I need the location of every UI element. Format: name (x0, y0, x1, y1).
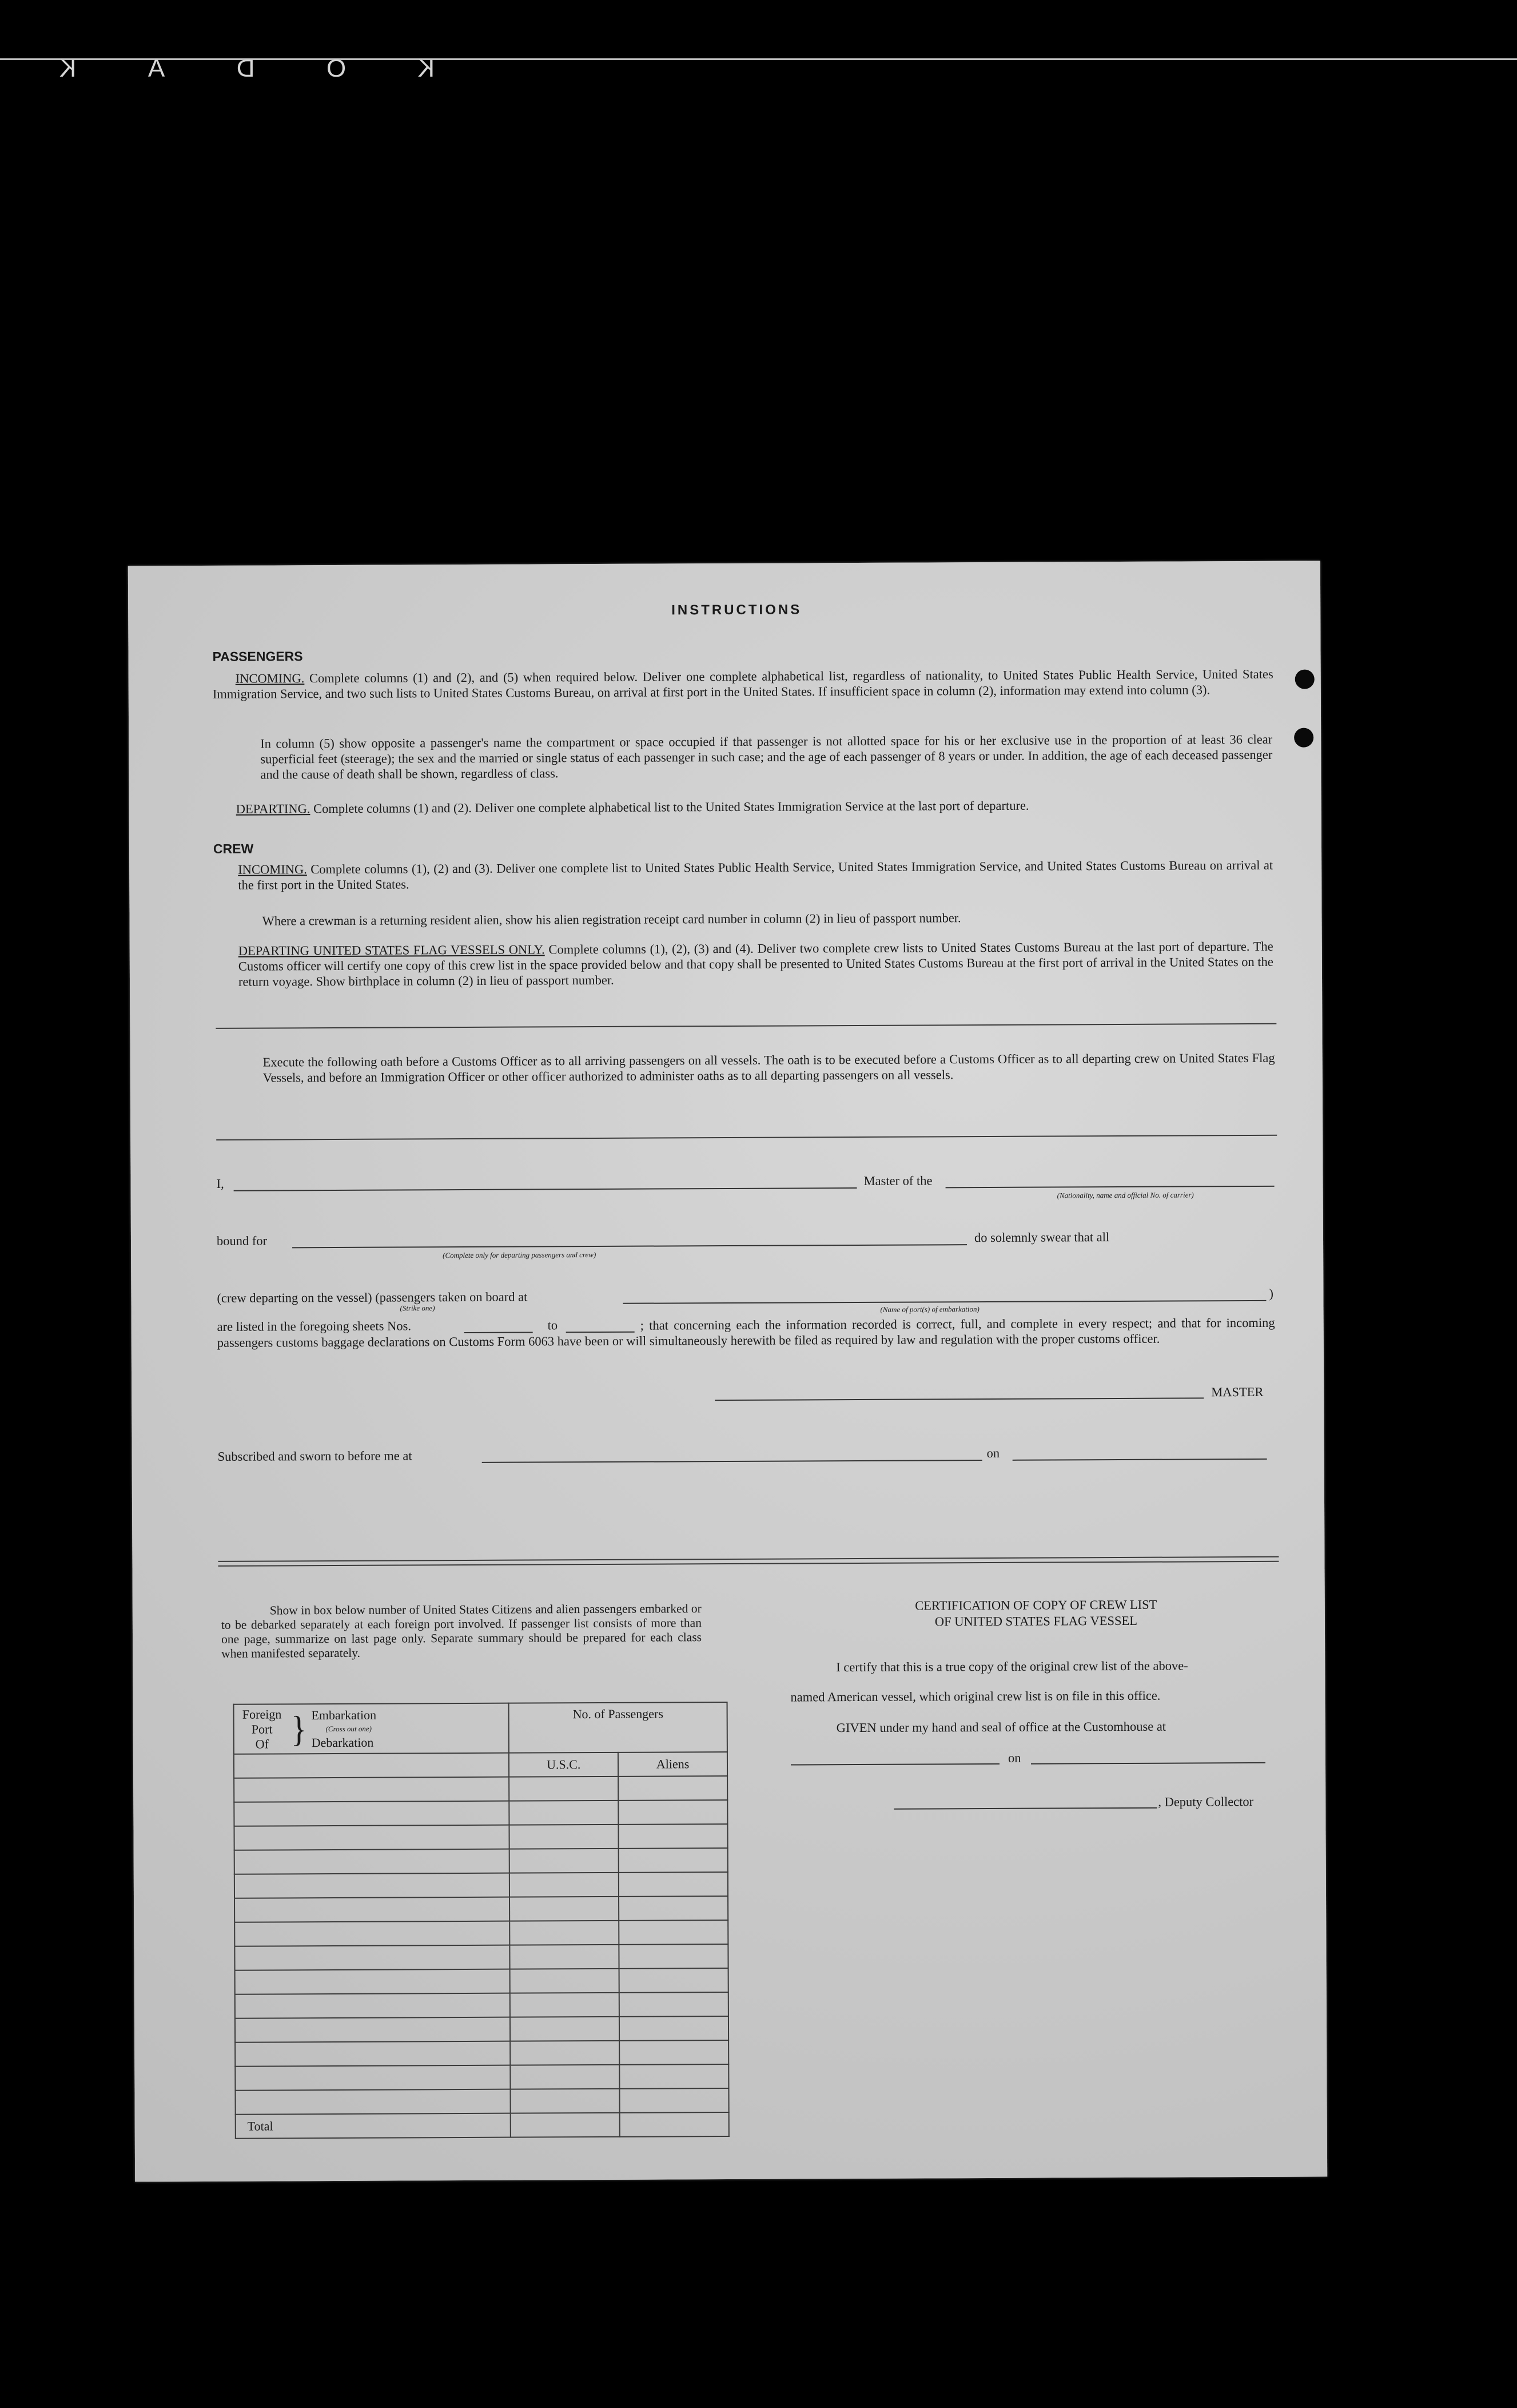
table-row (234, 1824, 727, 1850)
table-cell[interactable] (235, 2041, 510, 2067)
of-label: Of (255, 1737, 269, 1751)
no-passengers-header (509, 1702, 727, 1753)
table-cell[interactable] (509, 1801, 619, 1825)
table-cell[interactable] (511, 2089, 620, 2113)
table-cell[interactable] (509, 1921, 619, 1945)
section-divider (216, 1023, 1276, 1029)
kodak-letter: K (57, 54, 77, 82)
sheets-label: are listed in the foregoing sheets Nos. (217, 1318, 411, 1334)
crewman-paragraph: Where a crewman is a returning resident alien, show his alien registration receipt card number in column (2) in lieu of passport number. (262, 911, 961, 928)
table-cell[interactable] (235, 2065, 510, 2091)
table-cell[interactable] (235, 2089, 510, 2115)
certification-title-line2: OF UNITED STATES FLAG VESSEL (934, 1613, 1137, 1629)
passengers-departing-paragraph (236, 797, 1274, 817)
deputy-collector-label: , Deputy Collector (1158, 1794, 1254, 1809)
table-cell[interactable] (619, 1968, 728, 1993)
table-cell[interactable] (509, 1777, 618, 1801)
table-cell[interactable] (618, 1776, 727, 1801)
embarkation-port-field[interactable] (623, 1300, 1266, 1304)
customhouse-field[interactable] (791, 1763, 1000, 1766)
table-row (234, 1944, 728, 1970)
departing-text: Complete columns (1) and (2). Deliver one complete alphabetical list to the United States Immigration Service at the last port of departure. (313, 798, 1029, 816)
table-cell[interactable] (509, 1849, 619, 1873)
table-cell[interactable] (234, 1897, 509, 1922)
table-cell[interactable] (511, 2113, 620, 2137)
flag-vessels-paragraph (238, 939, 1273, 990)
kodak-letter: D (234, 54, 255, 82)
certification-title (807, 1596, 1265, 1630)
table-row (235, 1992, 728, 2018)
incoming-label: INCOMING. (235, 671, 305, 686)
table-row (234, 1848, 728, 1874)
table-row (234, 1776, 727, 1802)
carrier-field[interactable] (946, 1186, 1275, 1189)
table-header-row (234, 1702, 727, 1754)
table-row (234, 1920, 728, 1946)
table-cell[interactable] (509, 1825, 619, 1849)
section-divider (218, 1561, 1279, 1567)
nationality-hint: (Nationality, name and official No. of carrier) (1057, 1190, 1194, 1200)
table-cell[interactable] (235, 1993, 510, 2018)
table-cell[interactable] (234, 1873, 509, 1898)
table-total-row (236, 2112, 729, 2139)
table-cell[interactable] (234, 1777, 509, 1802)
bound-for-field[interactable] (292, 1244, 967, 1248)
table-row (234, 1896, 728, 1922)
sworn-date-field[interactable] (1013, 1459, 1267, 1461)
aliens-header: Aliens (618, 1752, 727, 1777)
foreign-label: Foreign (242, 1706, 282, 1722)
crew-incoming-paragraph (238, 857, 1273, 893)
table-cell[interactable] (234, 1753, 509, 1778)
table-cell[interactable] (619, 1896, 728, 1921)
crew-heading: CREW (213, 841, 254, 856)
kodak-letter: A (145, 54, 165, 82)
oath-i-label: I, (216, 1176, 224, 1191)
table-row (235, 2064, 728, 2091)
embarkation-hint: (Name of port(s) of embarkation) (880, 1305, 980, 1314)
table-cell[interactable] (619, 1824, 728, 1849)
table-cell[interactable] (619, 2016, 728, 2041)
table-cell[interactable] (620, 2112, 729, 2137)
table-cell[interactable] (510, 2041, 619, 2065)
column5-paragraph: In column (5) show opposite a passenger's name the compartment or space occupied if that passenger is not allotted space for his or her exclusive use in the proportion of at least 36 clear superficial feet (steerage); the sex and the married or single status of each passenger in such case; and the age of each passenger of 8 years or under. In addition, the age of each deceased passenger and the cause of death shall be shown, regardless of class. (260, 732, 1273, 782)
table-cell[interactable] (620, 2088, 729, 2113)
table-cell[interactable] (234, 1825, 509, 1850)
instructions-title: INSTRUCTIONS (671, 602, 802, 618)
form-page (128, 561, 1327, 2181)
table-cell[interactable] (619, 1920, 728, 1945)
flag-vessels-label: DEPARTING UNITED STATES FLAG VESSELS ONLY. (238, 942, 545, 958)
table-cell[interactable] (619, 1944, 728, 1969)
usc-header: U.S.C. (509, 1753, 618, 1777)
table-cell[interactable] (509, 1897, 619, 1921)
sworn-place-field[interactable] (482, 1460, 982, 1463)
table-row (235, 2040, 728, 2067)
sworn-on-label: on (986, 1445, 1000, 1461)
certification-text1: I certify that this is a true copy of the original crew list of the above- (836, 1658, 1188, 1675)
table-cell[interactable] (619, 2040, 728, 2065)
brace-icon: } (290, 1708, 307, 1750)
table-cell[interactable] (234, 1921, 509, 1946)
total-label: Total (236, 2113, 511, 2139)
table-row (235, 1968, 728, 1994)
subscribed-label: Subscribed and sworn to before me at (217, 1448, 412, 1464)
table-cell[interactable] (235, 1969, 510, 1994)
film-edge-marking (57, 54, 435, 83)
cross-out-hint: (Cross out one) (325, 1724, 372, 1733)
table-subheader-row (234, 1752, 727, 1778)
passengers-heading: PASSENGERS (212, 649, 303, 664)
table-cell[interactable] (234, 1849, 509, 1874)
port-header-cell (234, 1703, 509, 1754)
table-row (234, 1800, 727, 1826)
certification-text2: named American vessel, which original crew list is on file in this office. (790, 1688, 1161, 1704)
master-signature-label: MASTER (1211, 1384, 1264, 1400)
table-cell[interactable] (235, 2017, 510, 2043)
certification-title-line1: CERTIFICATION OF COPY OF CREW LIST (915, 1597, 1157, 1613)
strike-one-hint: (Strike one) (400, 1304, 435, 1313)
embarkation-label: Embarkation (311, 1707, 377, 1722)
no-passengers-label: No. of Passengers (572, 1706, 663, 1722)
punch-hole-icon (1295, 670, 1315, 689)
punch-hole-icon (1294, 728, 1313, 748)
crew-incoming-text: Complete columns (1), (2) and (3). Deliver one complete list to United States Public Health Service, United States Immigration Service, and United States Customs Bureau on arrival at the first port in the United States. (238, 857, 1273, 892)
table-cell[interactable] (619, 1848, 728, 1873)
sheets-text: ; that concerning each the information recorded is correct, full, and complete in every respect; and that for incoming passengers customs baggage declarations on Customs Form 6063 have been or will simultaneously herewith be filed as required by law and regulation with the proper customs officer. (217, 1315, 1275, 1350)
kodak-letter: K (415, 54, 435, 82)
table-cell[interactable] (619, 1872, 728, 1897)
debarkation-label: Debarkation (311, 1735, 374, 1750)
table-cell[interactable] (618, 1800, 727, 1825)
table-row (235, 2016, 728, 2043)
passenger-summary-table (233, 1702, 730, 2139)
certification-text3: GIVEN under my hand and seal of office at the Customhouse at (836, 1719, 1166, 1735)
master-name-field[interactable] (234, 1187, 857, 1191)
deputy-signature-field[interactable] (894, 1807, 1157, 1810)
crew-incoming-label: INCOMING. (238, 862, 307, 877)
master-of-label: Master of the (863, 1173, 933, 1188)
kodak-letter: O (324, 54, 347, 82)
table-cell[interactable] (510, 1945, 619, 1969)
close-paren: ) (1269, 1286, 1273, 1301)
swear-label: do solemnly swear that all (974, 1230, 1110, 1245)
to-label: to (547, 1318, 558, 1333)
table-cell[interactable] (511, 2065, 620, 2089)
section-divider (216, 1135, 1277, 1141)
table-cell[interactable] (509, 1873, 619, 1897)
oath-intro: Execute the following oath before a Customs Officer as to all arriving passengers on all vessels. The oath is to be executed before a Customs Officer as to all departing crew on United States Flag Vessels, and before an Immigration Officer or other officer authorized to administer oaths as to all departing passengers on all vessels. (262, 1050, 1275, 1085)
table-cell[interactable] (234, 1801, 509, 1826)
summary-note: Show in box below number of United States Citizens and alien passengers embarked or to be debarked separately at each foreign port involved. If passenger list consists of more than one page, summarize on last page only. Separate summary should be prepared for each class when manifested separately. (221, 1602, 702, 1660)
passengers-incoming-paragraph (213, 666, 1273, 702)
table-row (235, 2088, 728, 2115)
bound-for-hint: (Complete only for departing passengers and crew) (443, 1250, 596, 1260)
table-cell[interactable] (234, 1945, 509, 1970)
flag-vessels-text: Complete columns (1), (2), (3) and (4). Deliver two complete crew lists to United States Customs Bureau at the last port of departure. The Customs officer will certify one copy of this crew list in the space provided below and that copy shall be presented to United States Customs Bureau at the first port of arrival in the United States on the return voyage. Show birthplace in column (2) in lieu of passport number. (238, 939, 1273, 989)
departing-label: DEPARTING. (236, 801, 310, 816)
table-row (234, 1872, 728, 1898)
table-cell[interactable] (510, 1993, 619, 2017)
crew-departing-label: (crew departing on the vessel) (passengers taken on board at (217, 1289, 528, 1305)
bound-for-label: bound for (216, 1233, 268, 1248)
table-cell[interactable] (510, 1969, 619, 1993)
table-cell[interactable] (619, 2064, 728, 2089)
port-label: Port (251, 1721, 273, 1737)
master-signature-field[interactable] (715, 1397, 1204, 1401)
incoming-text: Complete columns (1) and (2), and (5) when required below. Deliver one complete alphabetical list, regardless of nationality, to United States Public Health Service, United States Immigration Service, and two such lists to United States Customs Bureau, on arrival at first port in the United States. If insufficient space in column (2), information may extend into column (3). (212, 666, 1273, 701)
table-cell[interactable] (510, 2017, 619, 2041)
certification-date-field[interactable] (1031, 1762, 1265, 1765)
certification-on-label: on (1008, 1750, 1021, 1765)
table-cell[interactable] (619, 1992, 728, 2017)
